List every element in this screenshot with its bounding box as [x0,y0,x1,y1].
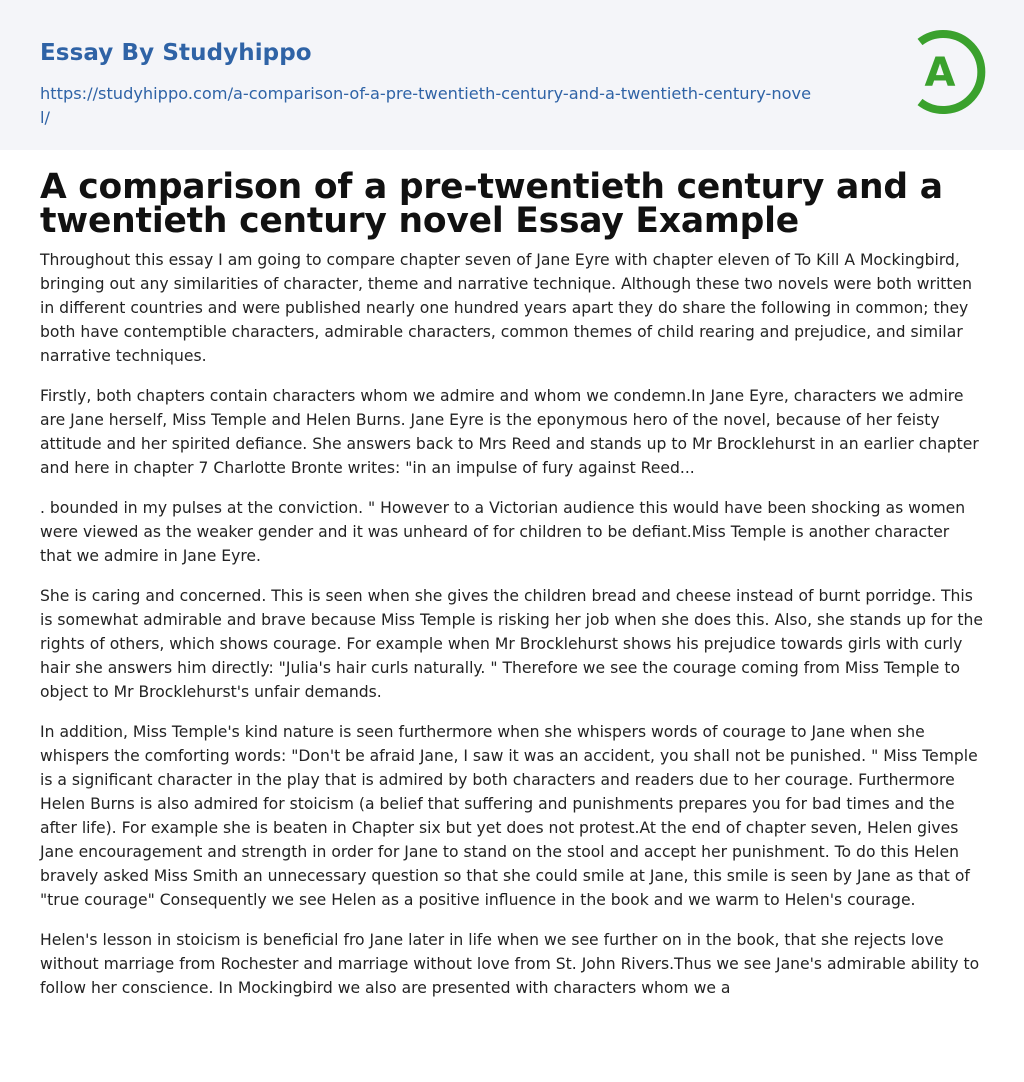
paragraph: Helen's lesson in stoicism is beneficial fro Jane later in life when we see further on in the book, that she rejects love without marriage from Rochester and marriage without love from St. John Rivers.Thus we see Jane's admirable ability to follow her conscience. In Mockingbird we also are presented with characters whom we a [40,931,980,997]
site-brand[interactable]: Essay By Studyhippo [40,40,312,66]
paragraph: She is caring and concerned. This is seen when she gives the children bread and cheese instead of burnt porridge. This is somewhat admirable and brave because Miss Temple is risking her job when she does this. Also, she stands up for the rights of others, which shows courage. For example when Mr Brocklehurst shows his prejudice towards girls with curly hair she answers him directly: "Julia's hair curls naturally. " Therefore we see the courage coming from Miss Temple to object to Mr Brocklehurst's unfair demands. [40,587,983,701]
article-url-link[interactable]: https://studyhippo.com/a-comparison-of-a-pre-twentieth-century-and-a-twentieth-century-novel/ [40,84,812,127]
paragraph: Firstly, both chapters contain characters whom we admire and whom we condemn.In Jane Eyre, characters we admire are Jane herself, Miss Temple and Helen Burns. Jane Eyre is the eponymous hero of the novel, because of her feisty attitude and her spirited defiance. She answers back to Mrs Reed and stands up to Mr Brocklehurst in an earlier chapter and here in chapter 7 Charlotte Bronte writes: "in an impulse of fury against Reed... [40,387,979,477]
studyhippo-logo-icon[interactable] [894,22,994,122]
paragraph: . bounded in my pulses at the conviction. " However to a Victorian audience this would have been shocking as women were viewed as the weaker gender and it was unheard of for children to be defiant.Miss Temple is another character that we admire in Jane Eyre. [40,499,966,565]
paragraph: Throughout this essay I am going to compare chapter seven of Jane Eyre with chapter eleven of To Kill A Mockingbird, bringing out any similarities of character, theme and narrative technique. Although these two novels were both written in different countries and were published nearly one hundred years apart they do share the following in common; they both have contemptible characters, admirable characters, common themes of child rearing and prejudice, and similar narrative techniques. [40,251,972,365]
logo-ring-svg [894,22,994,122]
paragraph: In addition, Miss Temple's kind nature is seen furthermore when she whispers words of courage to Jane when she whispers the comforting words: "Don't be afraid Jane, I saw it was an accident, you shall not be punished. " Miss Temple is a significant character in the play that is admired by both characters and readers due to her courage. Furthermore Helen Burns is also admired for stoicism (a belief that suffering and punishments prepares you for bad times and the after life). For example she is beaten in Chapter six but yet does not protest.At the end of chapter seven, Helen gives Jane encouragement and strength in order for Jane to stand on the stool and accept her punishment. To do this Helen bravely asked Miss Smith an unnecessary question so that she could smile at Jane, this smile is seen by Jane as that of "true courage" Consequently we see Helen as a positive influence in the book and we warm to Helen's courage. [40,723,978,909]
logo-letter: A [924,50,956,96]
site-header [0,0,1024,150]
page-title: A comparison of a pre-twentieth century and a twentieth century novel Essay Example [40,167,943,241]
article-content [40,167,985,1016]
